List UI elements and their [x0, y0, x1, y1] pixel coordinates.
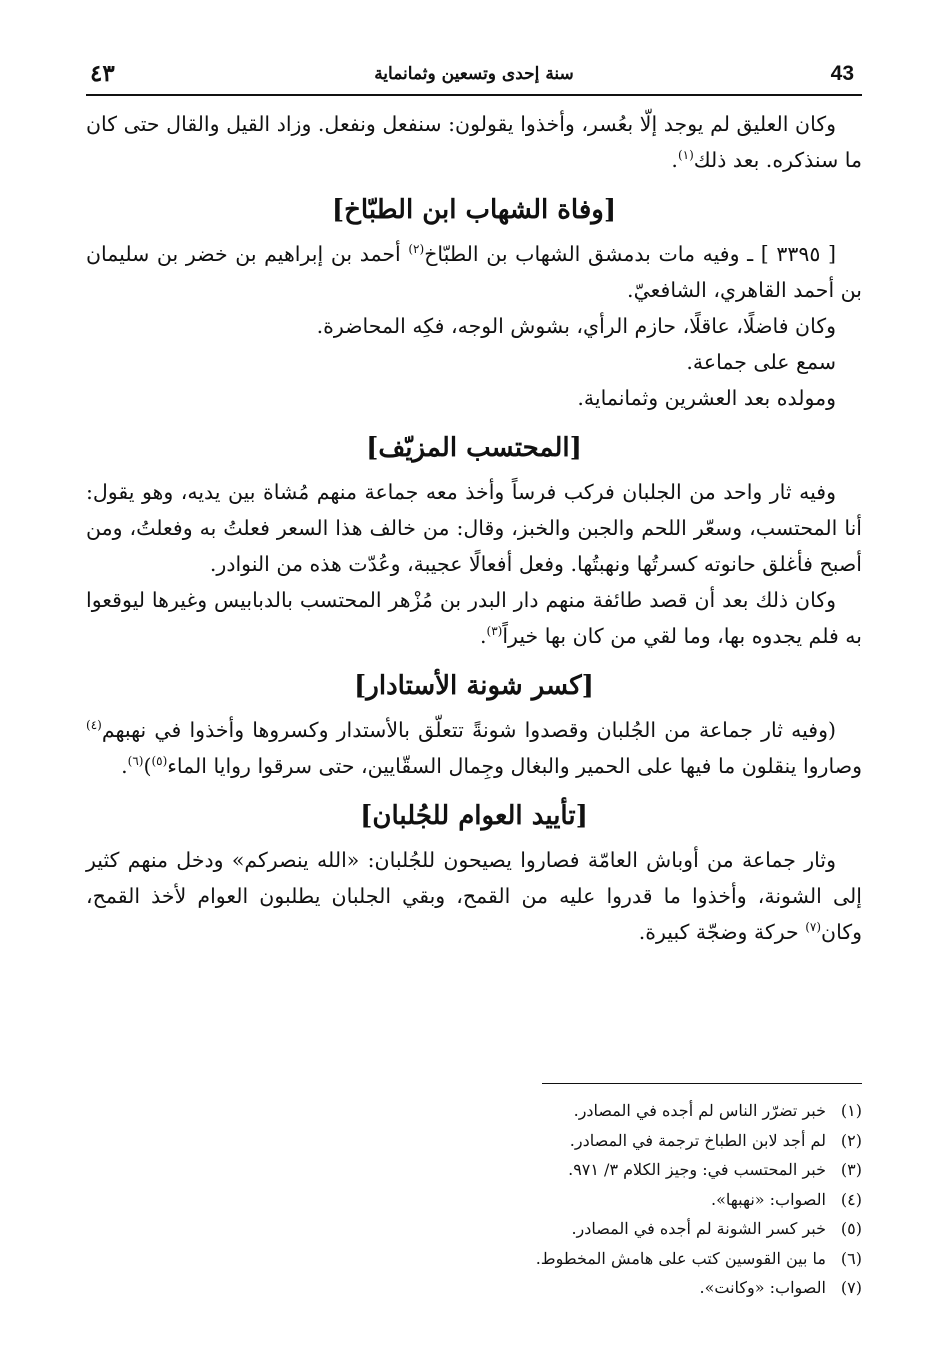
paragraph-text: )	[143, 754, 152, 778]
footnote-number: (١)	[840, 1101, 862, 1120]
page-number-latin: 43	[830, 62, 854, 85]
footnote-ref: (٥)	[151, 754, 168, 769]
entry-number-text: [ ٣٣٩٥ ] ـ وفيه مات بدمشق الشهاب بن الطبّاخ	[424, 242, 837, 266]
paragraph: وفيه ثار واحد من الجلبان فركب فرساً وأخذ معه جماعة منهم مُشاة بين يديه، وهو يقول: أنا المحتسب، وسعّر اللحم والجبن والخبز، وقال: من خالف هذا السعر فعلتُ به وفعلتُ، ومن أصبح فأغلق حانوته كسرتُها ونهبتُها. وفعل أفعالًا عجيبة، وعُدّت هذه من النوادر.	[86, 480, 862, 576]
footnote	[86, 1273, 862, 1303]
footnote	[86, 1126, 862, 1156]
paragraph-end: .	[671, 148, 678, 172]
footnote-text: الصواب: «نهبها».	[710, 1189, 826, 1209]
footnote	[86, 1096, 862, 1126]
footnote-ref: (٣)	[486, 624, 503, 639]
bio-line: سمع على جماعة.	[686, 350, 836, 374]
footnotes	[86, 1096, 862, 1303]
paragraph	[86, 582, 862, 654]
main-text	[86, 106, 862, 950]
footnote-number: (٧)	[840, 1278, 862, 1297]
paragraph-text: وكان العليق لم يوجد إلّا بعُسر، وأخذوا يقولون: سنفعل ونفعل. وزاد القيل والقال حتى كان ما سنذكره. بعد ذلك	[86, 112, 862, 172]
running-header	[86, 58, 862, 96]
paragraph	[86, 842, 862, 950]
section-heading: [المحتسب المزيّف]	[366, 433, 582, 463]
bio-line: وكان فاضلًا، عاقلًا، حازم الرأي، بشوش الوجه، فكِه المحاضرة.	[316, 314, 836, 338]
running-title: سنة إحدى وتسعين وثمانماية	[374, 64, 574, 84]
footnote-number: (٤)	[840, 1189, 862, 1209]
paragraph-text: (وفيه ثار جماعة من الجُلبان وقصدوا شونةً تتعلّق بالأستدار وكسروها وأخذوا في نهبهم	[101, 718, 836, 742]
footnote-number: (٥)	[840, 1219, 862, 1238]
paragraph-end: .	[121, 754, 128, 778]
book-page	[86, 58, 862, 1348]
section-heading: [كسر شونة الأستادار]	[354, 671, 594, 701]
paragraph	[86, 106, 862, 178]
entry-paragraph	[86, 236, 862, 308]
footnote-number: (٢)	[840, 1130, 862, 1150]
footnote-text: خبر كسر الشونة لم أجده في المصادر.	[571, 1219, 826, 1238]
footnote-ref: (١)	[677, 148, 694, 163]
footnote-text: خبر تضرّر الناس لم أجده في المصادر.	[573, 1101, 826, 1120]
footnote-number: (٦)	[840, 1248, 862, 1268]
footnote	[86, 1155, 862, 1185]
footnote-ref: (٤)	[86, 718, 102, 733]
footnote-ref: (٢)	[408, 242, 425, 257]
footnote	[86, 1185, 862, 1215]
section-heading: [وفاة الشهاب ابن الطبّاخ]	[331, 195, 617, 225]
paragraph-text: وصاروا ينقلون ما فيها على الحمير والبغال وجِمال السقّايين، حتى سرقوا روايا الماء	[167, 754, 862, 778]
footnote-separator	[542, 1083, 862, 1084]
footnote	[86, 1244, 862, 1274]
paragraph	[86, 712, 862, 784]
footnote-ref: (٧)	[805, 920, 822, 935]
footnote-text: الصواب: «وكانت».	[699, 1278, 826, 1297]
bio-line: ومولده بعد العشرين وثمانماية.	[577, 386, 836, 410]
footnote-number: (٣)	[840, 1160, 862, 1179]
footnote-ref: (٦)	[127, 754, 144, 769]
footnote	[86, 1214, 862, 1244]
section-heading: [تأييد العوام للجُلبان]	[360, 801, 588, 831]
paragraph-text: وثار جماعة من أوباش العامّة فصاروا يصيحون للجُلبان: «الله ينصركم» ودخل منهم كثير إلى الشونة، وأخذوا ما قدروا عليه من القمح، وبقي الجلبان يطلبون العوام لأخذ القمح، وكان	[86, 848, 862, 944]
paragraph-end: .	[479, 624, 487, 648]
paragraph-text: حركة وضجّة كبيرة.	[638, 920, 806, 944]
footnote-text: خبر المحتسب في: وجيز الكلام ٣/ ٩٧١.	[568, 1160, 826, 1179]
paragraph-text: وكان ذلك بعد أن قصد طائفة منهم دار البدر بن مُزْهر المحتسب بالدبابيس وغيرها ليوقعوا به فلم يجدوه بها، وما لقي من كان بها خيراً	[86, 588, 862, 648]
entry-name-text: أحمد بن إبراهيم بن خضر بن سليمان بن أحمد القاهري، الشافعيّ.	[86, 242, 862, 302]
footnote-text: لم أجد لابن الطباخ ترجمة في المصادر.	[569, 1130, 826, 1150]
page-number-arabic: ٤٣	[90, 60, 115, 87]
footnote-text: ما بين القوسين كتب على هامش المخطوط.	[535, 1248, 826, 1268]
